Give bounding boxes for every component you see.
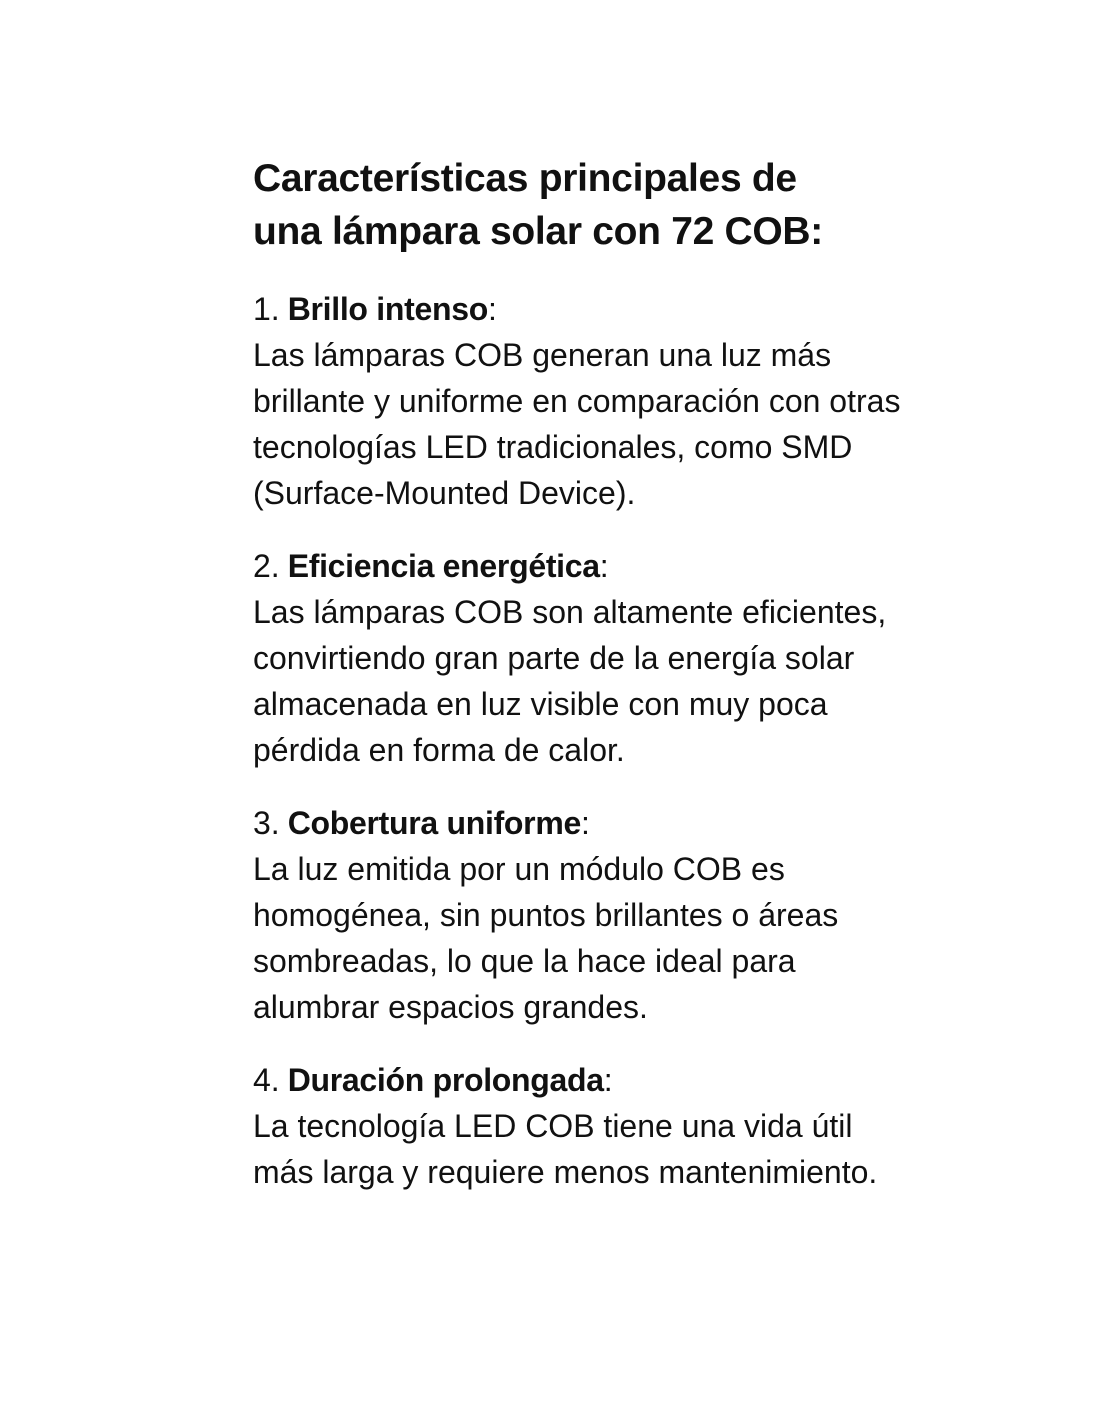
feature-label: Eficiencia energética xyxy=(287,548,600,584)
feature-item xyxy=(253,543,933,773)
feature-number: 2. xyxy=(253,548,280,584)
feature-item xyxy=(253,1057,933,1195)
feature-heading xyxy=(253,1057,933,1103)
feature-colon: : xyxy=(603,1062,613,1098)
feature-list xyxy=(253,286,933,1195)
feature-colon: : xyxy=(487,291,497,327)
feature-description: La luz emitida por un módulo COB es homogénea, sin puntos brillantes o áreas sombreadas, lo que la hace ideal para alumbrar espacios grandes. xyxy=(253,851,839,1025)
feature-colon: : xyxy=(599,548,609,584)
feature-description: Las lámparas COB son altamente eficientes, convirtiendo gran parte de la energía solar almacenada en luz visible con muy poca pérdida en forma de calor. xyxy=(253,594,887,768)
feature-colon: : xyxy=(580,805,590,841)
feature-description: La tecnología LED COB tiene una vida útil más larga y requiere menos mantenimiento. xyxy=(253,1108,878,1190)
feature-item xyxy=(253,286,933,516)
feature-heading xyxy=(253,286,933,332)
feature-heading xyxy=(253,800,933,846)
feature-number: 4. xyxy=(253,1062,280,1098)
feature-label: Duración prolongada xyxy=(287,1062,604,1098)
feature-heading xyxy=(253,543,933,589)
feature-item xyxy=(253,800,933,1030)
document-content xyxy=(253,152,933,1222)
feature-number: 3. xyxy=(253,805,280,841)
feature-label: Brillo intenso xyxy=(287,291,488,327)
feature-description: Las lámparas COB generan una luz más brillante y uniforme en comparación con otras tecnologías LED tradicionales, como SMD (Surface-Mounted Device). xyxy=(253,337,901,511)
feature-label: Cobertura uniforme xyxy=(287,805,581,841)
feature-number: 1. xyxy=(253,291,280,327)
document-title: Características principales de una lámpara solar con 72 COB: xyxy=(253,157,823,253)
